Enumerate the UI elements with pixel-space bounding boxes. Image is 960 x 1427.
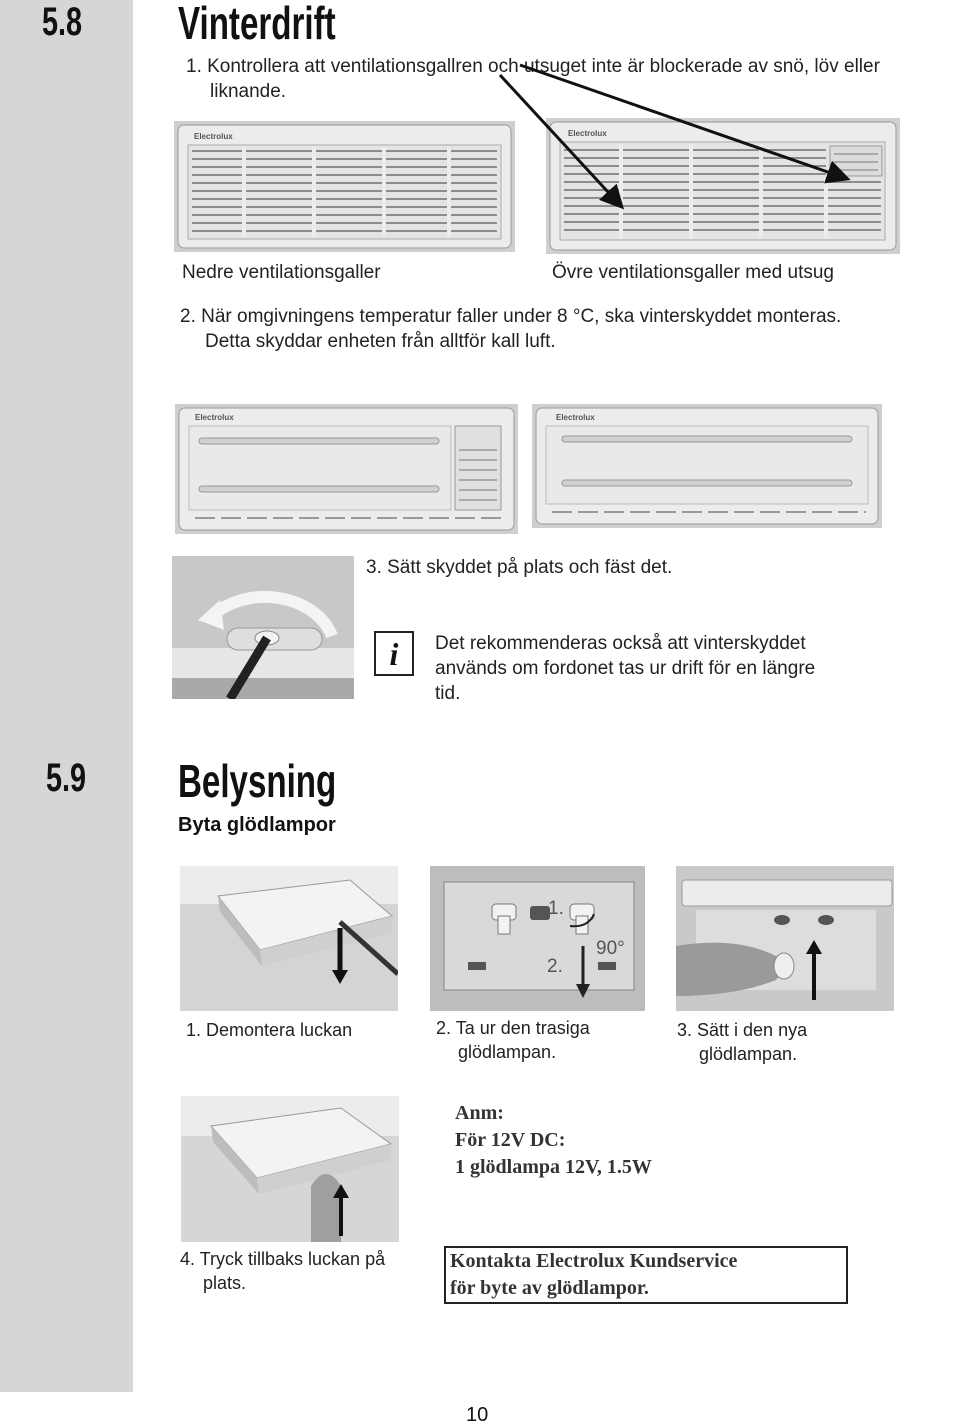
lower-vent-grille-photo (174, 121, 515, 252)
grille-brand-label: Electrolux (556, 413, 595, 422)
contact-service-box (444, 1246, 848, 1304)
caption-step-1: 1. Demontera luckan (186, 1020, 353, 1040)
rotation-angle-label: 90° (596, 938, 625, 959)
info-line-2: används om fordonet tas ur drift för en längre (435, 658, 816, 679)
insert-bulb-photo (676, 866, 894, 1011)
page-number: 10 (466, 1404, 489, 1426)
remove-bulb-photo (430, 866, 645, 1011)
arrow-to-exhaust (520, 65, 845, 178)
step-2-line-2: Detta skyddar enheten från alltför kall luft. (205, 331, 556, 352)
grille-brand-label: Electrolux (194, 132, 233, 141)
step-2-line-1: 2. När omgivningens temperatur faller under 8 °C, ska vinterskyddet monteras. (180, 306, 842, 327)
caption-step-4-line-1: 4. Tryck tillbaks luckan på (180, 1249, 386, 1269)
indicator-arrows (480, 60, 880, 220)
caption-lower-grille: Nedre ventilationsgaller (182, 262, 381, 283)
sidebar-band (0, 0, 133, 1392)
info-line-1: Det rekommenderas också att vinterskyddet (435, 633, 806, 654)
bulb-label-step-2: 2. (547, 956, 563, 977)
caption-step-4-line-2: plats. (203, 1273, 247, 1293)
contact-line-1: Kontakta Electrolux Kundservice (450, 1250, 738, 1272)
section-title: Vinterdrift (178, 0, 336, 49)
step-3: 3. Sätt skyddet på plats och fäst det. (366, 557, 673, 578)
step-1-line-2: liknande. (210, 81, 287, 102)
winter-cover-lower-photo (532, 404, 882, 528)
caption-step-3-line-2: glödlampan. (699, 1044, 798, 1064)
caption-upper-grille: Övre ventilationsgaller med utsug (552, 262, 834, 283)
fasten-cover-photo (172, 556, 354, 699)
grille-brand-label: Electrolux (568, 129, 607, 138)
caption-step-3-line-1: 3. Sätt i den nya (677, 1020, 808, 1040)
grille-brand-label: Electrolux (195, 413, 234, 422)
note-label: Anm: (455, 1102, 504, 1124)
note-bulb-spec: 1 glödlampa 12V, 1.5W (455, 1156, 652, 1178)
info-icon-glyph: i (389, 636, 399, 672)
bulb-label-step-1: 1. (548, 898, 564, 919)
caption-step-2-line-2: glödlampan. (458, 1042, 557, 1062)
note-voltage: För 12V DC: (455, 1129, 566, 1151)
section-number: 5.9 (46, 756, 87, 800)
push-back-cover-photo (181, 1096, 399, 1242)
info-line-3: tid. (435, 683, 461, 704)
remove-cover-photo (180, 866, 398, 1011)
section-subtitle: Byta glödlampor (178, 814, 336, 836)
winter-cover-upper-photo (175, 404, 518, 534)
section-title: Belysning (178, 755, 337, 807)
caption-step-2-line-1: 2. Ta ur den trasiga (436, 1018, 590, 1038)
contact-line-2: för byte av glödlampor. (450, 1277, 649, 1299)
step-1-line-1: 1. Kontrollera att ventilationsgallren och utsuget inte är blockerade av snö, löv eller (186, 56, 880, 77)
section-number: 5.8 (42, 0, 83, 44)
info-icon (374, 631, 414, 676)
